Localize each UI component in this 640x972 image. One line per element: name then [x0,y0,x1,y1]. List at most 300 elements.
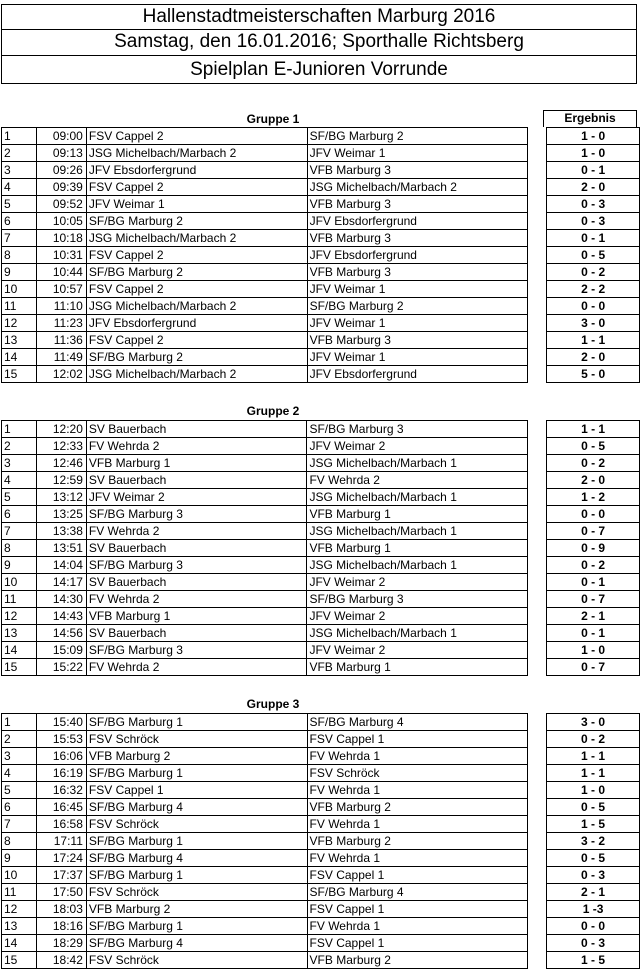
gap-cell [528,455,547,472]
match-time: 10:44 [36,264,86,281]
home-team: JFV Weimar 2 [86,489,307,506]
match-row [2,731,640,748]
match-time: 18:03 [36,901,86,918]
home-team: SF/BG Marburg 4 [86,935,307,952]
match-time: 16:06 [36,748,86,765]
match-number: 9 [2,557,37,574]
away-team: VFB Marburg 1 [307,506,528,523]
match-number: 12 [2,315,37,332]
match-time: 14:56 [36,625,86,642]
home-team: FSV Cappel 2 [86,128,307,145]
match-time: 11:49 [36,349,86,366]
home-team: SF/BG Marburg 1 [86,714,307,731]
match-number: 9 [2,850,37,867]
home-team: SF/BG Marburg 2 [86,264,307,281]
gap-cell [528,247,547,264]
home-team: FV Wehrda 2 [86,659,307,676]
away-team: JFV Weimar 2 [307,574,528,591]
gap-cell [528,196,547,213]
match-result: 2 - 0 [547,179,640,196]
home-team: SF/BG Marburg 3 [86,642,307,659]
away-team: VFB Marburg 2 [307,952,528,969]
home-team: VFB Marburg 1 [86,608,307,625]
away-team: SF/BG Marburg 2 [307,298,528,315]
gap-cell [528,608,547,625]
home-team: SF/BG Marburg 4 [86,799,307,816]
group-1-title: Gruppe 1 [246,112,300,126]
title-line-2: Samstag, den 16.01.2016; Sporthalle Richtsberg [1,29,637,56]
match-result: 0 - 9 [547,540,640,557]
match-number: 2 [2,731,37,748]
match-row [2,625,640,642]
group-1-result-header: Ergebnis [543,110,637,127]
match-row [2,230,640,247]
match-row [2,901,640,918]
match-result: 3 - 2 [547,833,640,850]
match-number: 15 [2,659,37,676]
home-team: FV Wehrda 2 [86,591,307,608]
match-time: 17:11 [36,833,86,850]
title-line-1: Hallenstadtmeisterschaften Marburg 2016 [1,4,637,30]
match-time: 09:52 [36,196,86,213]
match-row [2,506,640,523]
match-time: 15:22 [36,659,86,676]
match-result: 1 - 1 [547,421,640,438]
match-result: 0 - 0 [547,506,640,523]
match-row [2,489,640,506]
match-result: 0 - 5 [547,850,640,867]
match-row [2,642,640,659]
gap-cell [528,264,547,281]
gap-cell [528,731,547,748]
home-team: FSV Cappel 2 [86,281,307,298]
match-number: 3 [2,162,37,179]
match-result: 2 - 1 [547,884,640,901]
gap-cell [528,557,547,574]
away-team: JSG Michelbach/Marbach 1 [307,455,528,472]
gap-cell [528,765,547,782]
match-number: 7 [2,523,37,540]
match-time: 09:39 [36,179,86,196]
match-result: 1 - 1 [547,765,640,782]
title-line-3: Spielplan E-Junioren Vorrunde [1,55,637,84]
match-row [2,196,640,213]
match-result: 1 - 5 [547,952,640,969]
gap-cell [528,816,547,833]
group-3-title: Gruppe 3 [246,697,300,711]
home-team: FSV Schröck [86,884,307,901]
away-team: VFB Marburg 1 [307,659,528,676]
match-row [2,145,640,162]
match-row [2,799,640,816]
match-time: 11:10 [36,298,86,315]
match-result: 0 - 5 [547,247,640,264]
match-time: 10:57 [36,281,86,298]
match-row [2,935,640,952]
match-number: 5 [2,489,37,506]
match-time: 17:50 [36,884,86,901]
match-time: 10:31 [36,247,86,264]
match-time: 18:29 [36,935,86,952]
match-result: 1 - 1 [547,332,640,349]
gap-cell [528,489,547,506]
away-team: JFV Weimar 1 [307,349,528,366]
away-team: JSG Michelbach/Marbach 2 [307,179,528,196]
home-team: VFB Marburg 2 [86,901,307,918]
match-time: 15:09 [36,642,86,659]
match-result: 0 - 1 [547,625,640,642]
match-row [2,884,640,901]
match-result: 2 - 1 [547,608,640,625]
gap-cell [528,438,547,455]
match-number: 3 [2,455,37,472]
gap-cell [528,540,547,557]
match-time: 17:37 [36,867,86,884]
away-team: FSV Cappel 1 [307,935,528,952]
match-time: 09:26 [36,162,86,179]
away-team: VFB Marburg 3 [307,332,528,349]
match-result: 2 - 0 [547,472,640,489]
home-team: JFV Weimar 1 [86,196,307,213]
away-team: FSV Cappel 1 [307,901,528,918]
gap-cell [528,349,547,366]
match-time: 10:05 [36,213,86,230]
match-time: 12:46 [36,455,86,472]
match-number: 13 [2,332,37,349]
match-result: 0 - 0 [547,298,640,315]
gap-cell [528,591,547,608]
match-row [2,179,640,196]
away-team: VFB Marburg 3 [307,230,528,247]
away-team: VFB Marburg 1 [307,540,528,557]
match-time: 16:45 [36,799,86,816]
gap-cell [528,574,547,591]
gap-cell [528,782,547,799]
match-result: 0 - 7 [547,523,640,540]
gap-cell [528,850,547,867]
match-row [2,850,640,867]
away-team: JSG Michelbach/Marbach 1 [307,625,528,642]
home-team: SV Bauerbach [86,540,307,557]
match-result: 2 - 2 [547,281,640,298]
match-time: 16:19 [36,765,86,782]
gap-cell [528,298,547,315]
match-row [2,608,640,625]
match-row [2,349,640,366]
match-row [2,659,640,676]
match-result: 1 - 5 [547,816,640,833]
away-team: VFB Marburg 2 [307,799,528,816]
away-team: SF/BG Marburg 4 [307,884,528,901]
match-number: 3 [2,748,37,765]
match-number: 4 [2,472,37,489]
match-number: 15 [2,952,37,969]
match-number: 10 [2,867,37,884]
home-team: JSG Michelbach/Marbach 2 [86,298,307,315]
home-team: FSV Schröck [86,731,307,748]
home-team: SV Bauerbach [86,625,307,642]
match-number: 12 [2,608,37,625]
match-result: 1 - 0 [547,782,640,799]
match-result: 5 - 0 [547,366,640,383]
gap-cell [528,421,547,438]
home-team: SV Bauerbach [86,472,307,489]
match-row [2,816,640,833]
away-team: JFV Ebsdorfergrund [307,247,528,264]
match-time: 14:43 [36,608,86,625]
gap-cell [528,748,547,765]
match-number: 7 [2,816,37,833]
away-team: JFV Ebsdorfergrund [307,213,528,230]
match-number: 1 [2,128,37,145]
match-row [2,298,640,315]
match-result: 0 - 0 [547,918,640,935]
away-team: JFV Weimar 2 [307,438,528,455]
match-result: 0 - 3 [547,213,640,230]
home-team: SF/BG Marburg 1 [86,867,307,884]
gap-cell [528,128,547,145]
match-number: 10 [2,574,37,591]
home-team: SF/BG Marburg 1 [86,918,307,935]
match-row [2,332,640,349]
away-team: JFV Weimar 2 [307,608,528,625]
match-result: 0 - 1 [547,230,640,247]
match-result: 2 - 0 [547,349,640,366]
match-row [2,281,640,298]
away-team: FV Wehrda 1 [307,850,528,867]
match-row [2,162,640,179]
home-team: FSV Cappel 1 [86,782,307,799]
match-result: 1 -3 [547,901,640,918]
gap-cell [528,145,547,162]
match-number: 6 [2,506,37,523]
gap-cell [528,659,547,676]
gap-cell [528,714,547,731]
match-number: 1 [2,714,37,731]
match-number: 8 [2,247,37,264]
match-result: 1 - 2 [547,489,640,506]
match-time: 12:02 [36,366,86,383]
home-team: FSV Schröck [86,816,307,833]
match-time: 18:16 [36,918,86,935]
match-result: 0 - 2 [547,557,640,574]
home-team: VFB Marburg 1 [86,455,307,472]
match-result: 0 - 1 [547,162,640,179]
gap-cell [528,799,547,816]
gap-cell [528,625,547,642]
match-row [2,264,640,281]
away-team: FV Wehrda 1 [307,918,528,935]
home-team: SF/BG Marburg 2 [86,213,307,230]
away-team: FV Wehrda 1 [307,782,528,799]
gap-cell [528,179,547,196]
away-team: FSV Cappel 1 [307,867,528,884]
home-team: JSG Michelbach/Marbach 2 [86,366,307,383]
match-number: 7 [2,230,37,247]
away-team: VFB Marburg 2 [307,833,528,850]
match-number: 8 [2,540,37,557]
match-result: 1 - 0 [547,642,640,659]
group-3-table [1,713,640,969]
match-result: 0 - 7 [547,591,640,608]
gap-cell [528,281,547,298]
away-team: JSG Michelbach/Marbach 1 [307,489,528,506]
match-number: 2 [2,438,37,455]
match-time: 17:24 [36,850,86,867]
match-time: 12:20 [36,421,86,438]
match-number: 11 [2,591,37,608]
group-2-title: Gruppe 2 [246,404,300,418]
match-time: 15:53 [36,731,86,748]
home-team: FV Wehrda 2 [86,438,307,455]
away-team: JFV Weimar 1 [307,281,528,298]
match-time: 15:40 [36,714,86,731]
away-team: SF/BG Marburg 3 [307,421,528,438]
match-time: 11:23 [36,315,86,332]
home-team: VFB Marburg 2 [86,748,307,765]
group-2-table [1,420,640,676]
group-1-table [1,127,640,383]
match-row [2,748,640,765]
home-team: SF/BG Marburg 2 [86,349,307,366]
match-result: 0 - 5 [547,799,640,816]
gap-cell [528,213,547,230]
match-time: 13:12 [36,489,86,506]
match-result: 0 - 2 [547,455,640,472]
match-number: 2 [2,145,37,162]
match-result: 1 - 1 [547,748,640,765]
match-number: 13 [2,918,37,935]
gap-cell [528,472,547,489]
match-number: 9 [2,264,37,281]
match-row [2,523,640,540]
match-result: 1 - 0 [547,128,640,145]
home-team: SF/BG Marburg 3 [86,506,307,523]
home-team: FSV Cappel 2 [86,332,307,349]
home-team: SF/BG Marburg 3 [86,557,307,574]
match-row [2,591,640,608]
gap-cell [528,935,547,952]
match-result: 3 - 0 [547,315,640,332]
match-row [2,455,640,472]
gap-cell [528,162,547,179]
match-result: 0 - 7 [547,659,640,676]
match-row [2,714,640,731]
away-team: JSG Michelbach/Marbach 1 [307,557,528,574]
match-result: 0 - 3 [547,935,640,952]
away-team: VFB Marburg 3 [307,162,528,179]
home-team: FSV Cappel 2 [86,247,307,264]
match-time: 14:17 [36,574,86,591]
gap-cell [528,523,547,540]
match-number: 5 [2,782,37,799]
match-number: 15 [2,366,37,383]
away-team: FV Wehrda 2 [307,472,528,489]
gap-cell [528,315,547,332]
match-number: 5 [2,196,37,213]
match-number: 11 [2,298,37,315]
gap-cell [528,506,547,523]
away-team: JFV Weimar 2 [307,642,528,659]
gap-cell [528,366,547,383]
away-team: SF/BG Marburg 2 [307,128,528,145]
match-row [2,540,640,557]
match-time: 18:42 [36,952,86,969]
away-team: SF/BG Marburg 3 [307,591,528,608]
home-team: FSV Cappel 2 [86,179,307,196]
gap-cell [528,867,547,884]
match-result: 0 - 2 [547,264,640,281]
match-number: 13 [2,625,37,642]
match-number: 4 [2,765,37,782]
home-team: FSV Schröck [86,952,307,969]
match-row [2,128,640,145]
match-time: 10:18 [36,230,86,247]
match-time: 09:00 [36,128,86,145]
match-row [2,213,640,230]
match-time: 12:59 [36,472,86,489]
gap-cell [528,230,547,247]
away-team: JFV Ebsdorfergrund [307,366,528,383]
away-team: FSV Schröck [307,765,528,782]
match-row [2,782,640,799]
home-team: SV Bauerbach [86,574,307,591]
match-number: 10 [2,281,37,298]
match-number: 6 [2,213,37,230]
gap-cell [528,901,547,918]
match-row [2,833,640,850]
match-time: 11:36 [36,332,86,349]
home-team: SF/BG Marburg 1 [86,765,307,782]
match-row [2,438,640,455]
match-time: 16:58 [36,816,86,833]
gap-cell [528,952,547,969]
away-team: JSG Michelbach/Marbach 1 [307,523,528,540]
away-team: VFB Marburg 3 [307,196,528,213]
match-time: 13:51 [36,540,86,557]
match-row [2,366,640,383]
home-team: SV Bauerbach [86,421,307,438]
match-number: 4 [2,179,37,196]
gap-cell [528,642,547,659]
home-team: FV Wehrda 2 [86,523,307,540]
match-row [2,765,640,782]
match-row [2,247,640,264]
match-result: 0 - 2 [547,731,640,748]
match-row [2,918,640,935]
match-number: 1 [2,421,37,438]
match-result: 3 - 0 [547,714,640,731]
match-row [2,557,640,574]
match-time: 12:33 [36,438,86,455]
match-row [2,421,640,438]
gap-cell [528,833,547,850]
away-team: VFB Marburg 3 [307,264,528,281]
match-time: 14:30 [36,591,86,608]
match-number: 6 [2,799,37,816]
match-number: 12 [2,901,37,918]
match-result: 0 - 3 [547,867,640,884]
match-number: 11 [2,884,37,901]
away-team: FV Wehrda 1 [307,748,528,765]
match-number: 14 [2,349,37,366]
gap-cell [528,332,547,349]
home-team: JSG Michelbach/Marbach 2 [86,145,307,162]
match-number: 14 [2,642,37,659]
away-team: JFV Weimar 1 [307,145,528,162]
match-time: 14:04 [36,557,86,574]
home-team: JFV Ebsdorfergrund [86,162,307,179]
